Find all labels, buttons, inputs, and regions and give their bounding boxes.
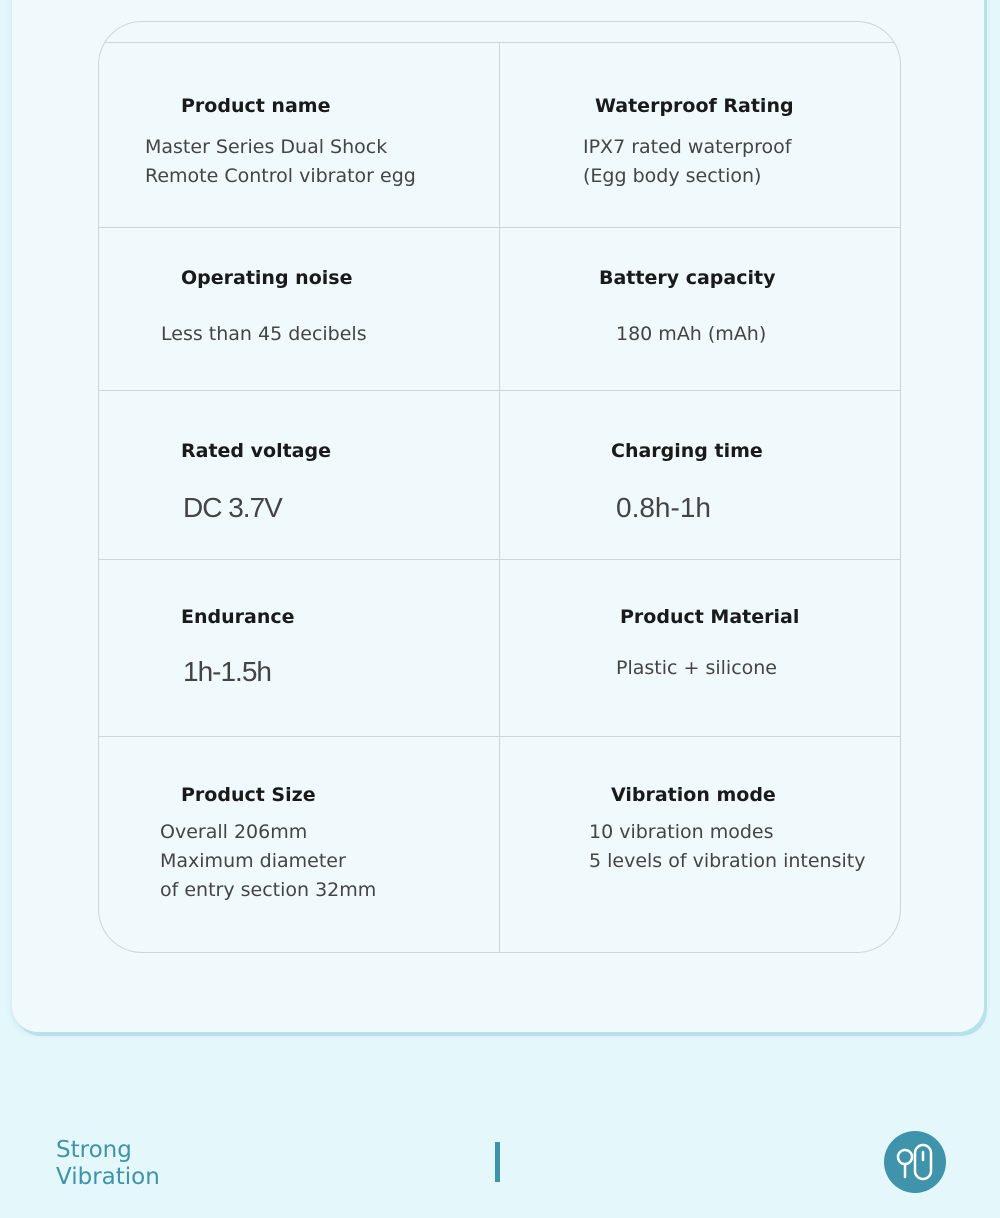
charging-title: Charging time — [611, 440, 763, 462]
product-name-line-2: Remote Control vibrator egg — [145, 165, 416, 187]
divider — [499, 42, 500, 952]
divider — [99, 227, 900, 228]
endurance-title: Endurance — [181, 606, 295, 628]
material-title: Product Material — [620, 606, 800, 628]
footer-line-2: Vibration — [56, 1164, 160, 1190]
charging-value: 0.8h-1h — [616, 492, 711, 523]
waterproof-title: Waterproof Rating — [595, 95, 794, 117]
waterproof-line-2: (Egg body section) — [583, 165, 762, 187]
battery-value: 180 mAh (mAh) — [616, 323, 767, 345]
spec-table — [98, 21, 901, 953]
vibration-title: Vibration mode — [611, 784, 776, 806]
vibration-line-2: 5 levels of vibration intensity — [589, 850, 866, 872]
egg-remote-icon — [884, 1131, 946, 1193]
footer-divider — [495, 1142, 500, 1182]
size-line-1: Overall 206mm — [160, 821, 308, 843]
vibration-line-1: 10 vibration modes — [589, 821, 774, 843]
voltage-value: DC 3.7V — [183, 492, 282, 523]
divider — [99, 390, 900, 391]
size-line-2: Maximum diameter — [160, 850, 346, 872]
footer-line-1: Strong — [56, 1137, 132, 1163]
size-line-3: of entry section 32mm — [160, 879, 377, 901]
product-name-title: Product name — [181, 95, 331, 117]
divider — [99, 736, 900, 737]
material-value: Plastic + silicone — [616, 657, 777, 679]
battery-title: Battery capacity — [599, 267, 776, 289]
size-title: Product Size — [181, 784, 316, 806]
noise-title: Operating noise — [181, 267, 353, 289]
noise-value: Less than 45 decibels — [161, 323, 367, 345]
footer-tagline — [56, 1137, 160, 1191]
voltage-title: Rated voltage — [181, 440, 331, 462]
divider — [99, 559, 900, 560]
product-name-line-1: Master Series Dual Shock — [145, 136, 388, 158]
waterproof-line-1: IPX7 rated waterproof — [583, 136, 792, 158]
endurance-value: 1h-1.5h — [183, 656, 271, 687]
